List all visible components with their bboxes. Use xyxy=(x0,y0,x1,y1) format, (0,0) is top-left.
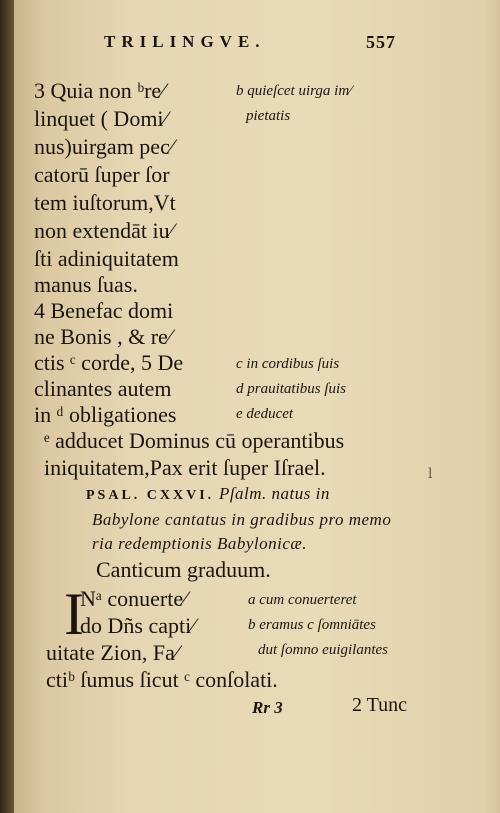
text-line: ctis ᶜ corde, 5 De xyxy=(34,350,184,375)
margin-note: a cum conuerteret xyxy=(248,592,357,608)
margin-note: pietatis xyxy=(246,108,291,124)
text-line: 4 Benefac domi xyxy=(34,298,174,323)
text-line: ctiᵇ ſumus ſicut ᶜ conſolati. xyxy=(46,667,278,692)
margin-note: c in cordibus ſuis xyxy=(236,356,340,372)
book-page xyxy=(14,0,500,813)
canticum-title: Canticum graduum. xyxy=(96,557,271,582)
text-line: ne Bonis , & re⁄ xyxy=(34,324,172,349)
margin-note: b quieſcet uirga im⁄ xyxy=(236,83,352,99)
text-line: 3 Quia non ᵇre⁄ xyxy=(34,78,165,103)
margin-note: b eramus c ſomniātes xyxy=(248,617,376,633)
text-line: in ᵈ obligationes xyxy=(34,402,177,427)
running-title: TRILINGVE. xyxy=(104,32,266,51)
psalm-number: PSAL. CXXVI. xyxy=(86,488,215,503)
psalm-heading-line: Babylone cantatus in gradibus pro memo xyxy=(92,510,392,529)
text-line: do Dñs capti⁄ xyxy=(80,613,195,638)
text-line: linquet ( Domi⁄ xyxy=(34,106,168,131)
catchword: 2 Tunc xyxy=(352,694,408,716)
psalm-heading xyxy=(86,484,330,504)
psalm-heading-text: Pſalm. natus in xyxy=(218,484,330,503)
margin-note: dut ſomno euigilantes xyxy=(258,642,388,658)
text-line: tem iuſtorum,Vt xyxy=(34,190,176,215)
text-line: ᵉ adducet Dominus cū operantibus xyxy=(44,428,345,453)
text-line: ſti adiniquitatem xyxy=(34,246,179,271)
text-line: clinantes autem xyxy=(34,376,172,401)
text-line: uitate Zion, Fa⁄ xyxy=(46,640,179,665)
book-gutter xyxy=(0,0,14,813)
text-line: iniquitatem,Pax erit ſuper Iſrael. xyxy=(44,455,326,480)
text-line: nus)uirgam pec⁄ xyxy=(34,134,174,159)
text-line: manus ſuas. xyxy=(34,272,138,297)
text-line: Nᵃ conuerte⁄ xyxy=(80,586,187,611)
text-line: non extendāt iu⁄ xyxy=(34,218,174,243)
psalm-heading-line: ria redemptionis Babylonicæ. xyxy=(92,534,307,553)
drop-cap: I xyxy=(64,581,84,647)
text-line: catorū ſuper ſor xyxy=(34,162,170,187)
folio-number: 557 xyxy=(366,32,396,52)
signature-mark: Rr 3 xyxy=(252,698,283,717)
margin-note: d prauitatibus ſuis xyxy=(236,381,347,397)
margin-note: e deducet xyxy=(236,406,294,422)
margin-mark: l xyxy=(428,466,433,482)
